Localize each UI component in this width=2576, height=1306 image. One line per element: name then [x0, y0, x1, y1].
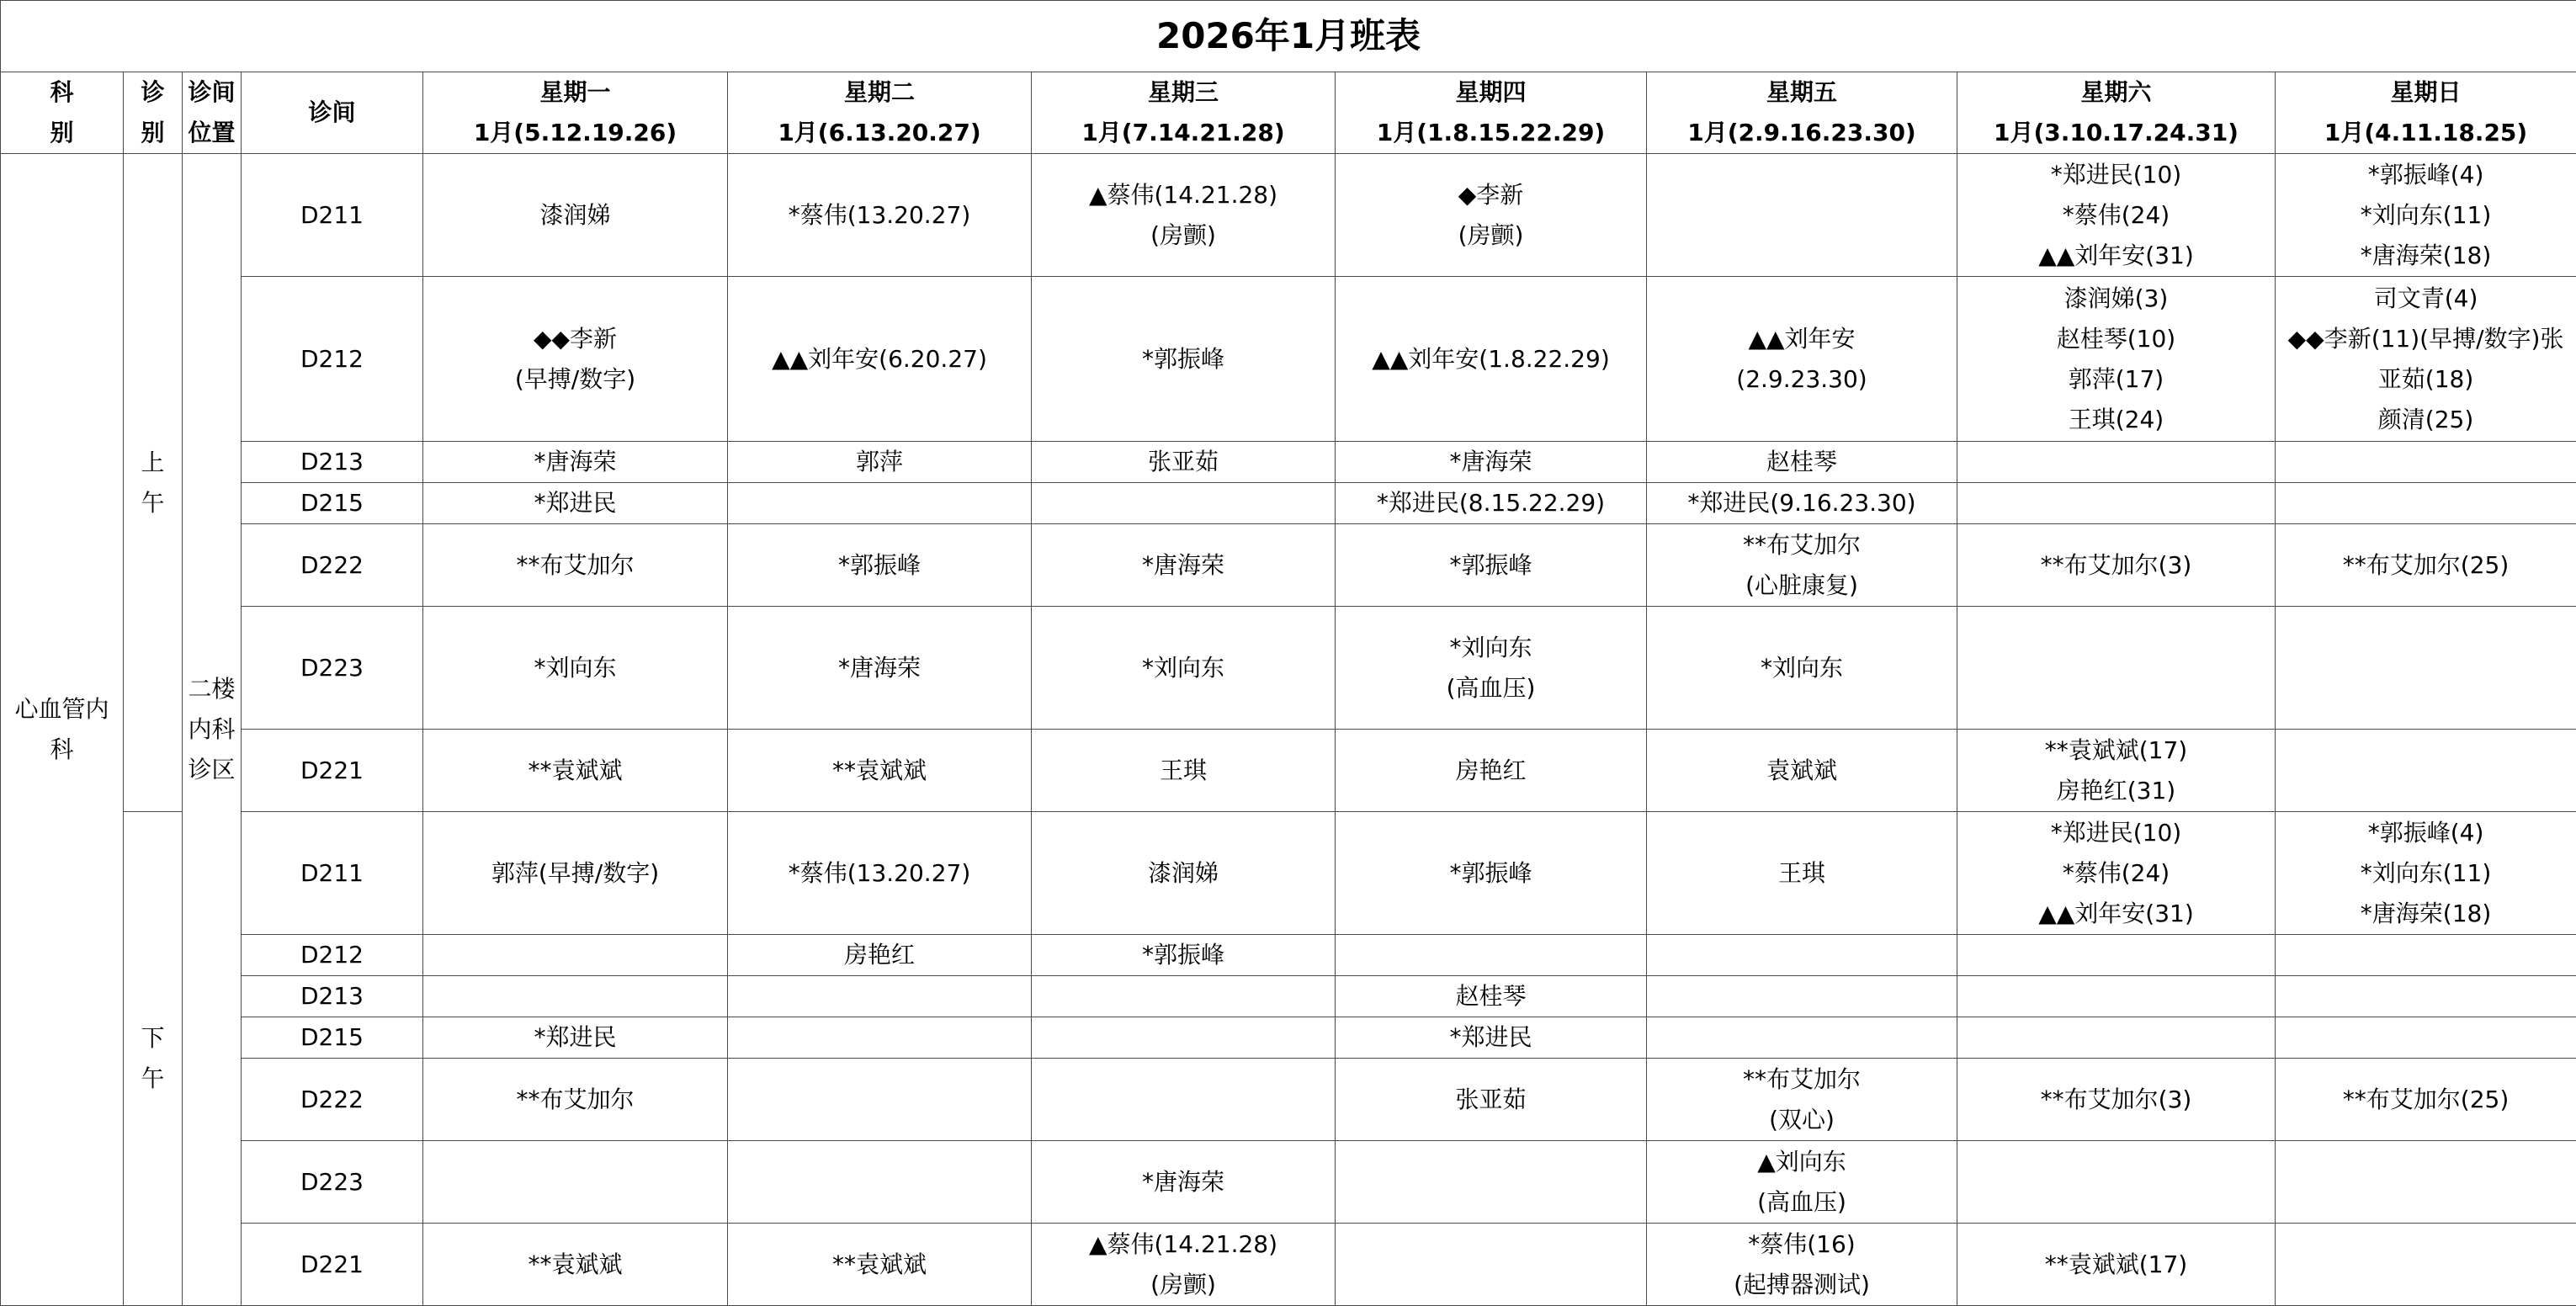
- schedule-cell: [2276, 277, 2576, 442]
- doctor-entry: *郑进民(8.15.22.29): [1336, 483, 1646, 523]
- doctor-entry: *刘向东: [1336, 628, 1646, 668]
- schedule-cell: [423, 1141, 728, 1224]
- doctor-entry: 张亚茹: [1336, 1080, 1646, 1120]
- location-label: 内科: [183, 709, 241, 750]
- doctor-entry: *刘向东: [423, 648, 727, 688]
- doctor-entry: 王琪(24): [1957, 400, 2275, 440]
- room-cell: D213: [242, 442, 423, 483]
- header-shift-line: 诊: [124, 72, 182, 113]
- doctor-entry: 张亚茹: [1032, 442, 1335, 482]
- schedule-cell: [2276, 154, 2576, 277]
- schedule-cell: [1957, 1017, 2276, 1059]
- schedule-cell: [423, 1017, 728, 1059]
- doctor-entry: **袁斌斌: [728, 1245, 1031, 1285]
- schedule-cell: [1032, 1141, 1336, 1224]
- schedule-cell: [728, 154, 1032, 277]
- schedule-row: [1, 1017, 2576, 1059]
- schedule-cell: [1957, 277, 2276, 442]
- schedule-cell: [1336, 935, 1647, 976]
- location-label: 诊区: [183, 750, 241, 790]
- schedule-cell: [423, 154, 728, 277]
- schedule-cell: [728, 812, 1032, 935]
- doctor-entry: 亚茹(18): [2276, 359, 2576, 400]
- header-day-name: 星期六: [1957, 72, 2275, 113]
- schedule-cell: [2276, 442, 2576, 483]
- schedule-cell: [1957, 1224, 2276, 1306]
- schedule-body: [1, 154, 2576, 1306]
- schedule-row: [1, 1224, 2576, 1306]
- schedule-cell: [1336, 1017, 1647, 1059]
- header-day-dates: 1月(6.13.20.27): [728, 113, 1031, 153]
- doctor-entry: 王琪: [1032, 751, 1335, 791]
- location-cell: [183, 154, 242, 1306]
- header-location-line: 诊间: [183, 72, 241, 113]
- schedule-cell: [1032, 524, 1336, 607]
- doctor-entry: 颜清(25): [2276, 400, 2576, 440]
- schedule-row: [1, 935, 2576, 976]
- schedule-cell: [1647, 442, 1957, 483]
- schedule-row: [1, 1141, 2576, 1224]
- header-day: [423, 72, 728, 154]
- doctor-entry: *唐海荣: [423, 442, 727, 482]
- header-day: [1336, 72, 1647, 154]
- schedule-row: [1, 730, 2576, 812]
- schedule-cell: [1032, 976, 1336, 1017]
- header-day: [1957, 72, 2276, 154]
- doctor-entry: **布艾加尔: [1647, 525, 1957, 565]
- doctor-entry: 漆润娣: [1032, 853, 1335, 894]
- header-day: [1647, 72, 1957, 154]
- doctor-entry: 司文青(4): [2276, 279, 2576, 319]
- shift-label: 上: [124, 443, 182, 483]
- doctor-entry: *蔡伟(13.20.27): [728, 195, 1031, 236]
- schedule-cell: [423, 1224, 728, 1306]
- schedule-cell: [1032, 154, 1336, 277]
- doctor-entry: ◆李新: [1336, 175, 1646, 215]
- schedule-cell: [1647, 730, 1957, 812]
- department-cell: [1, 154, 124, 1306]
- doctor-entry: 房艳红: [728, 935, 1031, 975]
- schedule-cell: [2276, 976, 2576, 1017]
- schedule-row: [1, 442, 2576, 483]
- schedule-cell: [423, 442, 728, 483]
- schedule-cell: [1957, 442, 2276, 483]
- schedule-row: [1, 1059, 2576, 1141]
- schedule-cell: [2276, 524, 2576, 607]
- schedule-cell: [1957, 524, 2276, 607]
- header-day-dates: 1月(3.10.17.24.31): [1957, 113, 2275, 153]
- header-day: [2276, 72, 2576, 154]
- room-cell: D221: [242, 730, 423, 812]
- doctor-entry: *唐海荣(18): [2276, 894, 2576, 934]
- schedule-row: [1, 154, 2576, 277]
- schedule-cell: [728, 442, 1032, 483]
- doctor-entry: 房艳红(31): [1957, 771, 2275, 811]
- schedule-cell: [1032, 607, 1336, 730]
- schedule-cell: [423, 524, 728, 607]
- schedule-cell: [728, 1059, 1032, 1141]
- schedule-cell: [728, 1017, 1032, 1059]
- shift-label: 午: [124, 483, 182, 523]
- doctor-entry: *蔡伟(24): [1957, 195, 2275, 236]
- doctor-entry: ▲▲刘年安(31): [1957, 894, 2275, 934]
- schedule-cell: [2276, 812, 2576, 935]
- schedule-cell: [2276, 935, 2576, 976]
- department-label: 心血管内: [1, 689, 123, 730]
- schedule-cell: [1957, 1059, 2276, 1141]
- schedule-cell: [1957, 976, 2276, 1017]
- schedule-cell: [423, 607, 728, 730]
- schedule-cell: [2276, 1141, 2576, 1224]
- doctor-entry: (房颤): [1336, 215, 1646, 256]
- doctor-entry: *唐海荣: [728, 648, 1031, 688]
- doctor-entry: 赵桂琴: [1647, 442, 1957, 482]
- header-shift: [124, 72, 183, 154]
- schedule-row: [1, 607, 2576, 730]
- doctor-entry: (2.9.23.30): [1647, 359, 1957, 400]
- schedule-cell: [423, 935, 728, 976]
- doctor-entry: 郭萍(早搏/数字): [423, 853, 727, 894]
- doctor-entry: **布艾加尔: [423, 1080, 727, 1120]
- header-day-name: 星期五: [1647, 72, 1957, 113]
- doctor-entry: **袁斌斌: [728, 751, 1031, 791]
- header-day-name: 星期四: [1336, 72, 1646, 113]
- doctor-entry: (房颤): [1032, 1265, 1335, 1305]
- schedule-row: [1, 976, 2576, 1017]
- doctor-entry: *蔡伟(24): [1957, 853, 2275, 894]
- doctor-entry: **袁斌斌(17): [1957, 1245, 2275, 1285]
- header-shift-line: 别: [124, 113, 182, 153]
- doctor-entry: *郑进民(10): [1957, 155, 2275, 195]
- doctor-entry: *唐海荣: [1032, 1162, 1335, 1202]
- doctor-entry: **袁斌斌: [423, 1245, 727, 1285]
- schedule-cell: [1032, 1059, 1336, 1141]
- doctor-entry: ▲▲刘年安(1.8.22.29): [1336, 339, 1646, 380]
- schedule-cell: [1336, 277, 1647, 442]
- doctor-entry: (起搏器测试): [1647, 1265, 1957, 1305]
- shift-label: 午: [124, 1059, 182, 1099]
- doctor-entry: ▲▲刘年安(31): [1957, 236, 2275, 276]
- doctor-entry: *刘向东(11): [2276, 853, 2576, 894]
- doctor-entry: 王琪: [1647, 853, 1957, 894]
- doctor-entry: *郑进民: [423, 483, 727, 523]
- schedule-cell: [423, 1059, 728, 1141]
- header-location: [183, 72, 242, 154]
- schedule-cell: [1957, 935, 2276, 976]
- doctor-entry: **布艾加尔(25): [2276, 1080, 2576, 1120]
- doctor-entry: *刘向东: [1647, 648, 1957, 688]
- header-room: 诊间: [242, 72, 423, 154]
- doctor-entry: 漆润娣: [423, 195, 727, 236]
- schedule-cell: [1647, 1017, 1957, 1059]
- doctor-entry: *郭振峰: [1032, 935, 1335, 975]
- schedule-cell: [1336, 1141, 1647, 1224]
- room-cell: D223: [242, 607, 423, 730]
- schedule-cell: [728, 483, 1032, 524]
- schedule-title: 2026年1月班表: [1, 1, 2576, 72]
- doctor-entry: (高血压): [1336, 668, 1646, 709]
- room-cell: D215: [242, 1017, 423, 1059]
- doctor-entry: *郭振峰: [1032, 339, 1335, 380]
- doctor-entry: *郭振峰(4): [2276, 155, 2576, 195]
- header-dept-line: 别: [1, 113, 123, 153]
- room-cell: D212: [242, 277, 423, 442]
- header-day-name: 星期一: [423, 72, 727, 113]
- schedule-cell: [1957, 812, 2276, 935]
- doctor-entry: 郭萍(17): [1957, 359, 2275, 400]
- schedule-cell: [1336, 1059, 1647, 1141]
- doctor-entry: *郑进民: [1336, 1017, 1646, 1058]
- doctor-entry: *唐海荣: [1032, 545, 1335, 586]
- doctor-entry: *唐海荣(18): [2276, 236, 2576, 276]
- doctor-entry: *郭振峰: [728, 545, 1031, 586]
- doctor-entry: ◆◆李新(11)(早搏/数字)张: [2276, 319, 2576, 359]
- doctor-entry: ▲刘向东: [1647, 1142, 1957, 1182]
- doctor-entry: (早搏/数字): [423, 359, 727, 400]
- doctor-entry: *蔡伟(13.20.27): [728, 853, 1031, 894]
- schedule-cell: [1032, 935, 1336, 976]
- doctor-entry: ▲蔡伟(14.21.28): [1032, 1224, 1335, 1265]
- header-day: [728, 72, 1032, 154]
- schedule-cell: [1336, 1224, 1647, 1306]
- header-day-dates: 1月(2.9.16.23.30): [1647, 113, 1957, 153]
- room-cell: D215: [242, 483, 423, 524]
- shift-cell: [124, 154, 183, 812]
- doctor-entry: ▲▲刘年安(6.20.27): [728, 339, 1031, 380]
- doctor-entry: **布艾加尔(3): [1957, 1080, 2275, 1120]
- doctor-entry: *郑进民(9.16.23.30): [1647, 483, 1957, 523]
- doctor-entry: ◆◆李新: [423, 319, 727, 359]
- schedule-row: [1, 483, 2576, 524]
- schedule-cell: [1336, 442, 1647, 483]
- schedule-cell: [423, 277, 728, 442]
- doctor-entry: 赵桂琴: [1336, 976, 1646, 1017]
- schedule-cell: [423, 812, 728, 935]
- schedule-cell: [1647, 524, 1957, 607]
- schedule-cell: [423, 976, 728, 1017]
- doctor-entry: 漆润娣(3): [1957, 279, 2275, 319]
- doctor-entry: **布艾加尔(25): [2276, 545, 2576, 586]
- header-dept-line: 科: [1, 72, 123, 113]
- doctor-entry: ▲▲刘年安: [1647, 319, 1957, 359]
- doctor-entry: (高血压): [1647, 1182, 1957, 1223]
- header-day-dates: 1月(5.12.19.26): [423, 113, 727, 153]
- doctor-entry: *蔡伟(16): [1647, 1224, 1957, 1265]
- schedule-cell: [1957, 154, 2276, 277]
- schedule-cell: [1647, 607, 1957, 730]
- schedule-cell: [728, 1224, 1032, 1306]
- department-label: 科: [1, 730, 123, 770]
- doctor-entry: ▲蔡伟(14.21.28): [1032, 175, 1335, 215]
- schedule-cell: [728, 730, 1032, 812]
- doctor-entry: *郭振峰: [1336, 853, 1646, 894]
- doctor-entry: **布艾加尔: [1647, 1059, 1957, 1100]
- doctor-entry: **布艾加尔(3): [1957, 545, 2275, 586]
- schedule-cell: [1336, 730, 1647, 812]
- doctor-entry: *郑进民(10): [1957, 813, 2275, 853]
- schedule-cell: [2276, 730, 2576, 812]
- doctor-entry: **布艾加尔: [423, 545, 727, 586]
- schedule-cell: [2276, 483, 2576, 524]
- doctor-entry: (双心): [1647, 1100, 1957, 1140]
- header-day-name: 星期三: [1032, 72, 1335, 113]
- schedule-cell: [1647, 154, 1957, 277]
- header-dept: [1, 72, 124, 154]
- header-day-name: 星期二: [728, 72, 1031, 113]
- room-cell: D222: [242, 1059, 423, 1141]
- schedule-cell: [1647, 976, 1957, 1017]
- doctor-entry: 袁斌斌: [1647, 751, 1957, 791]
- schedule-cell: [1647, 1059, 1957, 1141]
- schedule-cell: [1647, 812, 1957, 935]
- schedule-cell: [728, 524, 1032, 607]
- doctor-entry: *郭振峰: [1336, 545, 1646, 586]
- schedule-cell: [1957, 730, 2276, 812]
- doctor-entry: *郭振峰(4): [2276, 813, 2576, 853]
- schedule-cell: [728, 277, 1032, 442]
- schedule-cell: [1336, 607, 1647, 730]
- doctor-entry: 赵桂琴(10): [1957, 319, 2275, 359]
- schedule-cell: [1032, 730, 1336, 812]
- room-cell: D211: [242, 812, 423, 935]
- schedule-row: [1, 277, 2576, 442]
- header-row: [1, 72, 2576, 154]
- schedule-row: [1, 812, 2576, 935]
- doctor-entry: 郭萍: [728, 442, 1031, 482]
- header-location-line: 位置: [183, 113, 241, 153]
- room-cell: D223: [242, 1141, 423, 1224]
- schedule-cell: [1032, 1017, 1336, 1059]
- doctor-entry: 房艳红: [1336, 751, 1646, 791]
- schedule-cell: [2276, 1224, 2576, 1306]
- shift-cell: [124, 812, 183, 1306]
- room-cell: D221: [242, 1224, 423, 1306]
- room-cell: D222: [242, 524, 423, 607]
- schedule-cell: [1957, 483, 2276, 524]
- schedule-cell: [423, 483, 728, 524]
- schedule-cell: [1032, 1224, 1336, 1306]
- doctor-entry: *刘向东: [1032, 648, 1335, 688]
- schedule-cell: [1336, 483, 1647, 524]
- schedule-cell: [1647, 277, 1957, 442]
- header-day-dates: 1月(1.8.15.22.29): [1336, 113, 1646, 153]
- doctor-entry: (房颤): [1032, 215, 1335, 256]
- schedule-cell: [1647, 1224, 1957, 1306]
- doctor-entry: (心脏康复): [1647, 565, 1957, 606]
- schedule-cell: [1336, 154, 1647, 277]
- doctor-entry: *郑进民: [423, 1017, 727, 1058]
- schedule-cell: [728, 1141, 1032, 1224]
- schedule-cell: [1647, 1141, 1957, 1224]
- schedule-cell: [2276, 1017, 2576, 1059]
- doctor-entry: *唐海荣: [1336, 442, 1646, 482]
- header-day-dates: 1月(7.14.21.28): [1032, 113, 1335, 153]
- room-cell: D212: [242, 935, 423, 976]
- schedule-cell: [1032, 277, 1336, 442]
- doctor-entry: **袁斌斌: [423, 751, 727, 791]
- schedule-row: [1, 524, 2576, 607]
- schedule-cell: [728, 607, 1032, 730]
- header-day: [1032, 72, 1336, 154]
- header-day-name: 星期日: [2276, 72, 2576, 113]
- room-cell: D213: [242, 976, 423, 1017]
- schedule-cell: [1032, 483, 1336, 524]
- schedule-cell: [1957, 1141, 2276, 1224]
- schedule-cell: [1336, 812, 1647, 935]
- doctor-entry: **袁斌斌(17): [1957, 730, 2275, 771]
- schedule-cell: [728, 935, 1032, 976]
- schedule-cell: [1336, 524, 1647, 607]
- schedule-cell: [2276, 1059, 2576, 1141]
- schedule-cell: [1647, 935, 1957, 976]
- schedule-cell: [1647, 483, 1957, 524]
- schedule-cell: [1032, 812, 1336, 935]
- shift-label: 下: [124, 1018, 182, 1059]
- schedule-cell: [728, 976, 1032, 1017]
- header-day-dates: 1月(4.11.18.25): [2276, 113, 2576, 153]
- room-cell: D211: [242, 154, 423, 277]
- schedule-cell: [1336, 976, 1647, 1017]
- schedule-cell: [1032, 442, 1336, 483]
- schedule-cell: [2276, 607, 2576, 730]
- schedule-cell: [423, 730, 728, 812]
- doctor-entry: *刘向东(11): [2276, 195, 2576, 236]
- location-label: 二楼: [183, 669, 241, 709]
- schedule-cell: [1957, 607, 2276, 730]
